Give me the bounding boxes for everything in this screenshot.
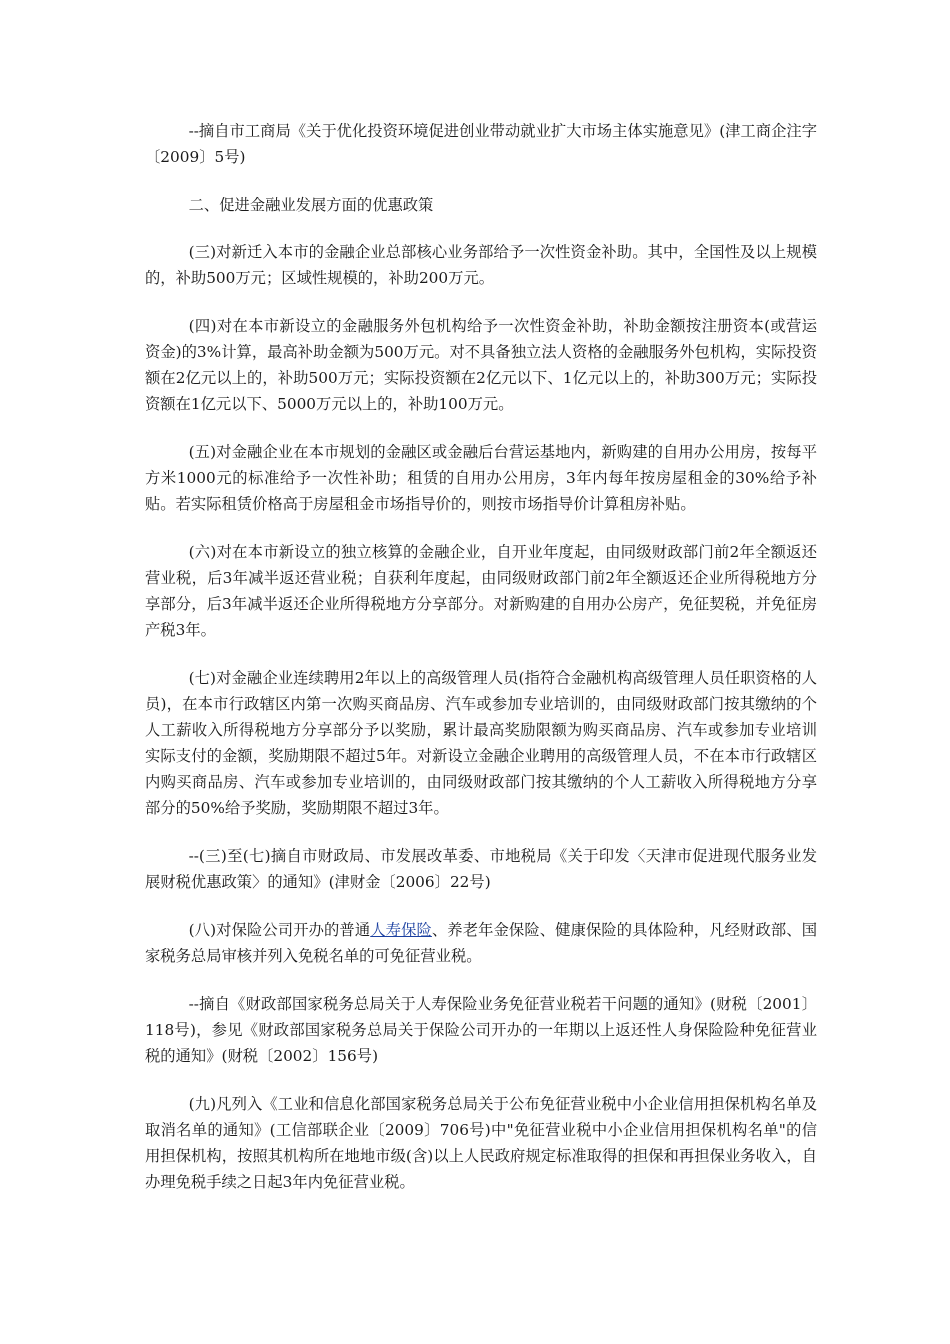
policy-item-9: (九)凡列入《工业和信息化部国家税务总局关于公布免征营业税中小企业信用担保机构名单及取消名单的通知》(工信部联企业〔2009〕706号)中"免征营业税中小企业信用担保机构名单"的信用担保机构，按照其机构所在地地市级(含)以上人民政府规定标准取得的担保和再担保业务收入，自办理免税手续之日起3年内免征营业税。 [145, 1095, 817, 1191]
policy-item-5: (五)对金融企业在本市规划的金融区或金融后台营运基地内，新购建的自用办公用房，按每平方米1000元的标准给予一次性补助；租赁的自用办公用房，3年内每年按房屋租金的30%给予补贴。若实际租赁价格高于房屋租金市场指导价的，则按市场指导价计算租房补贴。 [145, 443, 817, 513]
policy-item-8 [145, 917, 817, 969]
policy-item-4: (四)对在本市新设立的金融服务外包机构给予一次性资金补助，补助金额按注册资本(或营运资金)的3%计算，最高补助金额为500万元。对不具备独立法人资格的金融服务外包机构，实际投资额在2亿元以上的，补助500万元；实际投资额在2亿元以下、1亿元以上的，补助300万元；实际投资额在1亿元以下、5000万元以上的，补助100万元。 [145, 317, 817, 413]
policy-item-6: (六)对在本市新设立的独立核算的金融企业，自开业年度起，由同级财政部门前2年全额返还营业税，后3年减半返还营业税；自获利年度起，由同级财政部门前2年全额返还企业所得税地方分享部分，后3年减半返还企业所得税地方分享部分。对新购建的自用办公房产，免征契税，并免征房产税3年。 [145, 543, 817, 639]
policy-item-3: (三)对新迁入本市的金融企业总部核心业务部给予一次性资金补助。其中，全国性及以上规模的，补助500万元；区域性规模的，补助200万元。 [145, 243, 817, 287]
source-citation-3: --摘自《财政部国家税务总局关于人寿保险业务免征营业税若干问题的通知》(财税〔2001〕118号)，参见《财政部国家税务总局关于保险公司开办的一年期以上返还性人身保险险种免征营业税的通知》(财税〔2002〕156号) [145, 995, 817, 1065]
policy-item-8-text-before: (八)对保险公司开办的普通 [188, 921, 371, 939]
document-body [145, 118, 817, 1217]
source-citation-2: --(三)至(七)摘自市财政局、市发展改革委、市地税局《关于印发〈天津市促进现代服务业发展财税优惠政策〉的通知》(津财金〔2006〕22号) [145, 847, 817, 891]
section-heading: 二、促进金融业发展方面的优惠政策 [188, 196, 434, 214]
policy-item-8-text-after: 、养老年金保险、健康保险的具体险种，凡经财政部、国家税务总局审核并列入免税名单的可免征营业税。 [145, 921, 817, 965]
source-citation-1: --摘自市工商局《关于优化投资环境促进创业带动就业扩大市场主体实施意见》(津工商企注字〔2009〕5号) [145, 122, 817, 166]
policy-item-7: (七)对金融企业连续聘用2年以上的高级管理人员(指符合金融机构高级管理人员任职资格的人员)，在本市行政辖区内第一次购买商品房、汽车或参加专业培训的，由同级财政部门按其缴纳的个人工薪收入所得税地方分享部分予以奖励，累计最高奖励限额为购买商品房、汽车或参加专业培训实际支付的金额，奖励期限不超过5年。对新设立金融企业聘用的高级管理人员，不在本市行政辖区内购买商品房、汽车或参加专业培训的，由同级财政部门按其缴纳的个人工薪收入所得税地方分享部分的50%给予奖励，奖励期限不超过3年。 [145, 669, 817, 817]
life-insurance-link[interactable]: 人寿保险 [370, 921, 432, 939]
